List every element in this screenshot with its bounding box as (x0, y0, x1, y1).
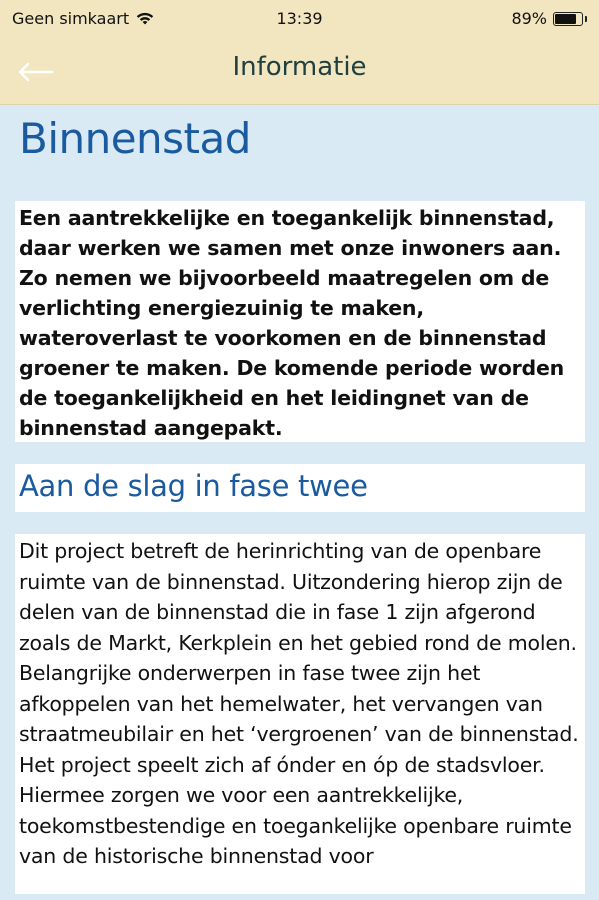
section-heading: Aan de slag in fase twee (15, 464, 585, 512)
body-paragraph: Dit project betreft de herinrichting van de openbare ruimte van de binnenstad. Uitzondering hierop zijn de delen van de binnenstad die in fase 1 zijn afgerond zoals de Markt, Kerkplein en het gebied rond de molen. Belangrijke onderwerpen in fase twee zijn het afkoppelen van het hemelwater, het vervangen van straatmeubilair en het ‘vergroenen’ van de binnenstad. Het project speelt zich af ónder en óp de stadsvloer. Hiermee zorgen we voor een aantrekkelijke, toekomstbestendige en toegankelijke openbare ruimte van de historische binnenstad voor (15, 534, 585, 894)
battery-percent: 89% (511, 9, 547, 28)
article-content (15, 106, 585, 894)
battery-fill (555, 14, 576, 24)
intro-paragraph: Een aantrekkelijke en toegankelijk binnenstad, daar werken we samen met onze inwoners aan. Zo nemen we bijvoorbeeld maatregelen om de verlichting energiezuinig te maken, wateroverlast te voorkomen en de binnenstad groener te maken. De komende periode worden de toegankelijkheid en het leidingnet van de binnenstad aangepakt. (15, 201, 585, 442)
page-title: Binnenstad (19, 114, 251, 163)
status-right (511, 9, 587, 28)
battery-tip (585, 16, 587, 22)
status-time: 13:39 (276, 9, 323, 28)
nav-bar (0, 38, 599, 105)
status-bar (0, 0, 599, 38)
nav-title: Informatie (232, 52, 367, 82)
battery-icon (553, 12, 583, 26)
carrier-label: Geen simkaart (12, 9, 130, 28)
